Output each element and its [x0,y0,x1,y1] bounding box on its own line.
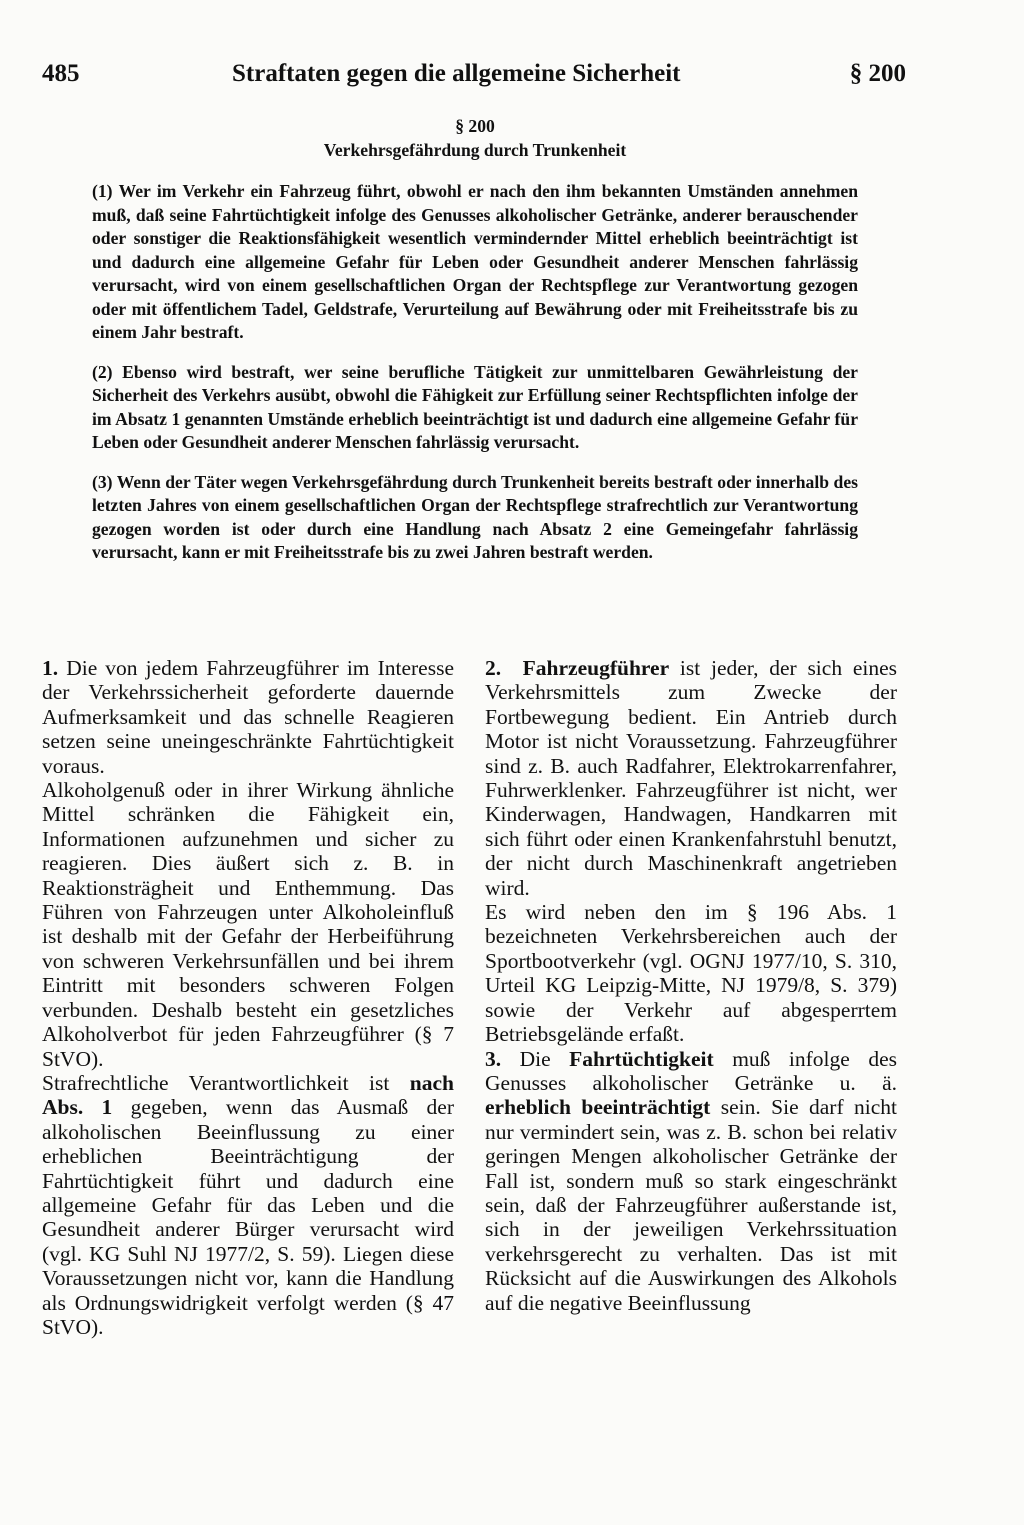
bold-term: nach Abs. 1 [42,1070,454,1120]
commentary-note-1: 1. Die von jedem Fahrzeugführer im Interesse der Verkehrssicherheit geforderte dauernde Aufmerksamkeit und das schnelle Reagieren setzen seine uneingeschränkte Fahrtüchtigkeit voraus. [42,656,454,778]
running-header [42,60,906,96]
commentary-note-1-paragraph-3: Strafrechtliche Verantwortlichkeit ist nach Abs. 1 gegeben, wenn das Ausmaß der alkoholischen Beeinflussung zu einer erheblichen Beeinträchtigung der Fahrtüchtigkeit führt und dadurch eine allgemeine Gefahr für das Leben und die Gesundheit anderer Bürger verursacht wird (vgl. KG Suhl NJ 1977/2, S. 59). Liegen diese Voraussetzungen nicht vor, kann die Handlung als Ordnungswidrigkeit verfolgt werden (§ 47 StVO). [42,1070,454,1339]
note-number: 2. [485,656,502,680]
bold-term: Fahrzeugführer [522,656,670,680]
bold-term: erheblich beeinträchtigt [485,1095,711,1120]
commentary [42,656,910,1396]
note-number: 3. [485,1046,502,1071]
running-title: Straftaten gegen die allgemeine Sicherheit [232,60,681,87]
commentary-note-3: 3. Die Fahrtüchtigkeit muß infolge des Genusses alkoholischer Getränke u. ä. erheblich beeinträchtigt sein. Sie darf nicht nur vermindert sein, was z. B. schon bei relativ geringen Mengen alkoholischer Getränke der Fall ist, sondern muß so stark eingeschränkt sein, daß der Fahrzeugführer außerstande ist, sich in der jeweiligen Verkehrssituation verkehrsgerecht zu verhalten. Das ist mit Rücksicht auf die Auswirkungen des Alkohols auf die negative Beeinflussung [485,1046,897,1315]
header-section: § 200 [849,60,906,87]
commentary-right-column [485,656,897,1315]
statute-absatz-2: (2) Ebenso wird bestraft, wer seine berufliche Tätigkeit zur unmittelbaren Gewährleistung der Sicherheit des Verkehrs ausübt, obwohl die Fähigkeit zur Erfüllung seiner Rechtspflichten infolge der im Absatz 1 genannten Umstände erheblich beeinträchtigt ist und dadurch eine allgemeine Gefahr für Leben oder Gesundheit anderer Menschen fahrlässig verursacht. [92,361,858,452]
commentary-note-1-paragraph-2: Alkoholgenuß oder in ihrer Wirkung ähnliche Mittel schränken die Fähigkeit ein, Informationen aufzunehmen und sicher zu reagieren. Dies äußert sich z. B. in Reaktionsträgheit und Enthemmung. Das Führen von Fahrzeugen unter Alkoholeinfluß ist deshalb mit der Gefahr der Herbeiführung von schweren Verkehrsunfällen und bei ihrem Eintritt mit besonders schweren Folgen verbunden. Deshalb besteht ein gesetzliches Alkoholverbot für jeden Fahrzeugführer (§ 7 StVO). [42,778,454,1071]
commentary-note-2: 2. Fahrzeugführer ist jeder, der sich eines Verkehrsmittels zum Zwecke der Fortbewegung bedient. Ein Antrieb durch Motor ist nicht Voraussetzung. Fahrzeugführer sind z. B. auch Radfahrer, Elektrokarrenfahrer, Fuhrwerklenker. Fahrzeugführer ist nicht, wer Kinderwagen, Handwagen, Handkarren mit sich führt oder einen Krankenfahrstuhl benutzt, der nicht durch Maschinenkraft angetrieben wird. [485,656,898,900]
statute-absatz-1: (1) Wer im Verkehr ein Fahrzeug führt, obwohl er nach den ihm bekannten Umständen annehmen muß, daß seine Fahrtüchtigkeit infolge des Genusses alkoholischer Getränke, anderer berauschender oder sonstiger die Reaktionsfähigkeit wesentlich vermindernder Mittel erheblich beeinträchtigt ist und dadurch eine allgemeine Gefahr für Leben oder Gesundheit anderer Menschen fahrlässig verursacht, wird von einem gesellschaftlichen Organ der Rechtspflege zur Verantwortung gezogen oder mit öffentlichem Tadel, Geldstrafe, Verurteilung auf Bewährung oder mit Freiheitsstrafe bis zu einem Jahr bestraft. [92,181,858,342]
commentary-note-2-paragraph-2: Es wird neben den im § 196 Abs. 1 bezeichneten Verkehrsbereichen auch der Sportbootverkehr (vgl. OGNJ 1977/10, S. 310, Urteil KG Leipzig-Mitte, NJ 1979/8, S. 379) sowie der Verkehr auf abgesperrtem Betriebsgelände erfaßt. [485,900,897,1047]
commentary-left-column [42,656,454,1339]
bold-term: Fahrtüchtigkeit [569,1046,714,1071]
statute-absatz-3: (3) Wenn der Täter wegen Verkehrsgefährdung durch Trunkenheit bereits bestraft oder innerhalb des letzten Jahres von einem gesellschaftlichen Organ der Rechtspflege strafrechtlich zur Verantwortung gezogen worden ist oder durch eine Handlung nach Absatz 2 eine Gemeingefahr fahrlässig verursacht, kann er mit Freiheitsstrafe bis zu zwei Jahren bestraft werden. [92,471,858,562]
note-number: 1. [42,656,59,680]
page-number: 485 [42,60,80,87]
statute-paragraph-number: § 200 [455,116,495,136]
statute-title: Verkehrsgefährdung durch Trunkenheit [323,139,627,160]
statute-text [92,115,858,581]
